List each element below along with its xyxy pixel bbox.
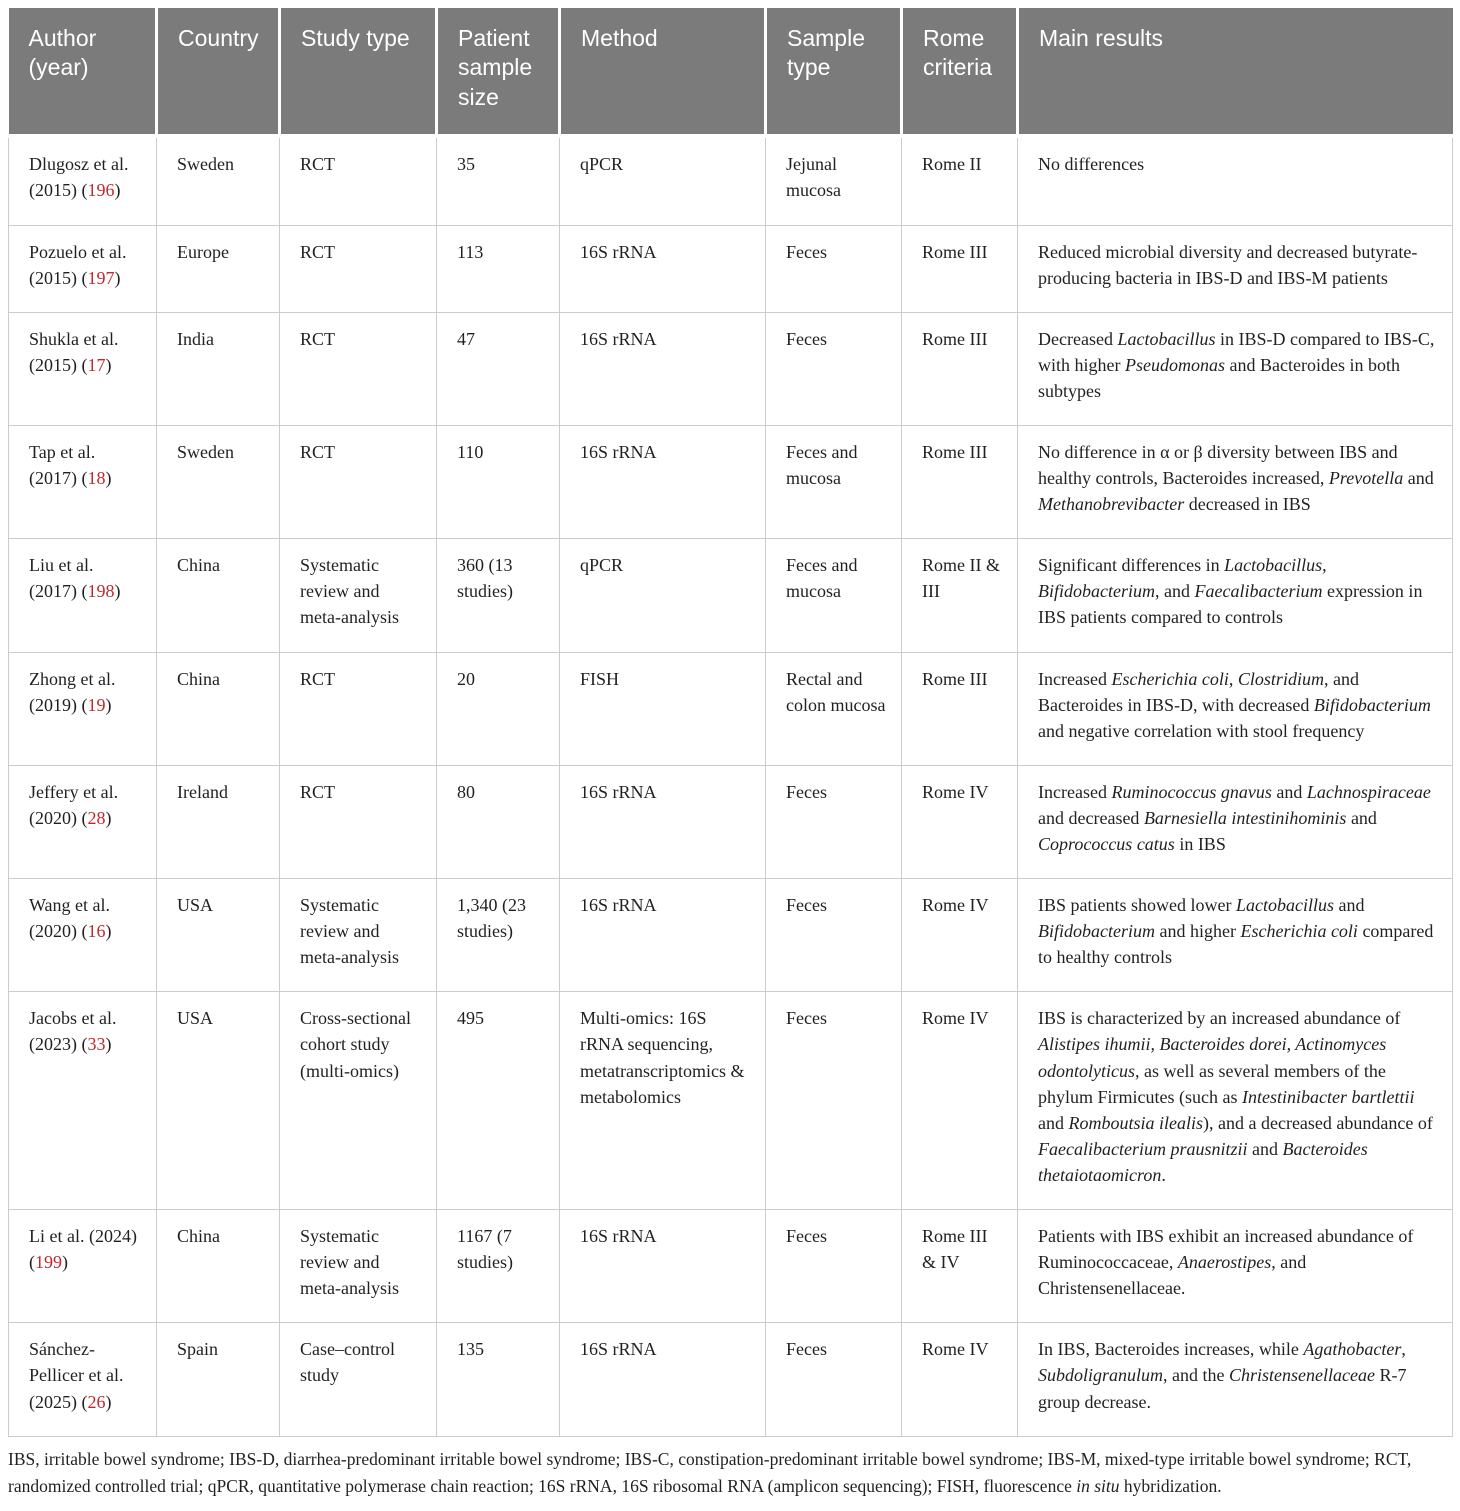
italic-taxon-text: Lachnospiraceae [1306,781,1431,802]
cell-sample_size: 20 [437,652,560,765]
cell-sample_type: Feces [766,1210,902,1323]
cell-sample_type: Feces [766,765,902,878]
text-segment: Increased [1038,781,1112,802]
text-segment: in IBS [1174,834,1226,854]
cell-sample_size: 35 [437,136,560,225]
cell-study_type: Systematic review and meta-analysis [280,879,437,992]
cell-country: Europe [157,225,280,312]
cell-study_type: Cross-sectional cohort study (multi-omics) [280,992,437,1210]
text-segment: . [1161,1164,1166,1185]
column-header-sample_type: Sample type [766,8,902,136]
table-row [9,225,1453,312]
text-segment: ) [105,1034,112,1055]
table-header [9,8,1453,136]
citation-ref-link[interactable]: 16 [87,921,106,942]
italic-taxon-text: Bifidobacterium [1313,694,1431,715]
cell-sample_size: 110 [437,425,560,538]
text-segment: and [1247,1138,1283,1159]
cell-author [9,765,157,878]
cell-results [1018,765,1453,878]
text-segment: IBS is characterized by an increased abundance of [1038,1008,1401,1029]
text-segment: , and the [1163,1365,1229,1386]
text-segment: , and Christensenellaceae. [1038,1252,1307,1299]
cell-method: 16S rRNA [560,879,766,992]
cell-country: USA [157,992,280,1210]
cell-results [1018,1210,1453,1323]
cell-rome: Rome III [902,225,1018,312]
cell-method: Multi-omics: 16S rRNA sequencing, metatranscriptomics & metabolomics [560,992,766,1210]
italic-taxon-text: Prevotella [1328,468,1404,489]
cell-method: qPCR [560,136,766,225]
text-segment: Tap et al. (2017) ( [29,441,96,489]
cell-sample_size: 80 [437,765,560,878]
cell-study_type: RCT [280,312,437,425]
cell-results [1018,652,1453,765]
italic-taxon-text: Faecalibacterium prausnitzii [1038,1138,1248,1159]
cell-country: Sweden [157,136,280,225]
table-row [9,1210,1453,1323]
cell-author [9,1210,157,1323]
text-segment: IBS, irritable bowel syndrome; IBS-D, diarrhea-predominant irritable bowel syndrome; IBS-C, constipation-predominant irritable bowel syndrome; IBS-M, mixed-type irritable bowel syndrome; RCT, randomized controlled trial; qPCR, quantitative polymerase chain reaction; 16S rRNA, 16S ribosomal RNA (amplicon sequencing); FISH, fluorescence [8,1448,1412,1497]
italic-taxon-text: in situ [1076,1476,1120,1497]
cell-sample_size: 135 [437,1323,560,1436]
citation-ref-link[interactable]: 19 [87,694,106,715]
text-segment: , and [1154,581,1195,602]
cell-country: USA [157,879,280,992]
cell-rome: Rome III [902,652,1018,765]
text-segment: , [1228,668,1238,689]
italic-taxon-text: Pseudomonas [1125,354,1225,375]
text-segment: and [1333,895,1365,916]
text-segment: No differences [1038,154,1145,175]
cell-study_type: Systematic review and meta-analysis [280,539,437,652]
column-header-method: Method [560,8,766,136]
cell-method: 16S rRNA [560,312,766,425]
table-row [9,652,1453,765]
cell-sample_type: Feces [766,312,902,425]
cell-sample_size: 495 [437,992,560,1210]
cell-rome: Rome II [902,136,1018,225]
column-header-results: Main results [1018,8,1453,136]
citation-ref-link[interactable]: 28 [87,807,106,828]
column-header-study_type: Study type [280,8,437,136]
text-segment: ) [114,581,121,602]
italic-taxon-text: Anaerostipes [1177,1252,1272,1273]
text-segment: compared to healthy controls [1038,921,1434,968]
cell-results [1018,1323,1453,1436]
table-row [9,136,1453,225]
italic-taxon-text: Lactobacillus [1117,328,1216,349]
cell-author [9,225,157,312]
text-segment: Wang et al. (2020) ( [29,895,111,942]
text-segment: ) [105,694,112,715]
text-segment: Li et al. (2024) ( [29,1226,137,1273]
cell-rome: Rome III & IV [902,1210,1018,1323]
cell-study_type: Case–control study [280,1323,437,1436]
text-segment: Increased [1038,668,1112,689]
cell-sample_type: Jejunal mucosa [766,136,902,225]
cell-study_type: RCT [280,765,437,878]
cell-author [9,992,157,1210]
table-row [9,312,1453,425]
text-segment: ) [105,807,112,828]
text-segment: decreased in IBS [1184,494,1311,515]
italic-taxon-text: Lactobacillus [1224,555,1323,576]
text-segment: , [1322,555,1327,576]
text-segment: R-7 group decrease. [1038,1365,1407,1412]
text-segment: Decreased [1038,328,1118,349]
table-row [9,425,1453,538]
cell-country: China [157,539,280,652]
citation-ref-link[interactable]: 26 [87,1391,106,1412]
cell-method: 16S rRNA [560,765,766,878]
text-segment: In IBS, Bacteroides increases, while [1038,1339,1304,1360]
text-segment: IBS patients showed lower [1038,895,1236,916]
text-segment: Reduced microbial diversity and decreased butyrate-producing bacteria in IBS-D and IBS-M patients [1038,241,1418,288]
text-segment: , and Bacteroides in IBS-D, with decreased [1038,668,1359,715]
cell-rome: Rome II & III [902,539,1018,652]
cell-sample_size: 113 [437,225,560,312]
text-segment: Patients with IBS exhibit an increased abundance of Ruminococcaceae, [1038,1226,1414,1273]
cell-results [1018,539,1453,652]
text-segment: Pozuelo et al. (2015) ( [29,241,127,288]
italic-taxon-text: Ruminococcus gnavus [1111,781,1272,802]
column-header-author: Author (year) [9,8,157,136]
header-row [9,8,1453,136]
text-segment: ), and a decreased abundance of [1203,1112,1433,1133]
cell-results [1018,225,1453,312]
italic-taxon-text: Alistipes ihumii, Bacteroides dorei, Actinomyces odontolyticus [1038,1034,1387,1081]
text-segment: ) [105,354,112,375]
cell-sample_size: 360 (13 studies) [437,539,560,652]
table-row [9,539,1453,652]
italic-taxon-text: Intestinibacter bartlettii [1241,1086,1415,1107]
text-segment: Shukla et al. (2015) ( [29,328,119,375]
text-segment: ) [105,1391,112,1412]
cell-author [9,879,157,992]
text-segment: and [1271,781,1307,802]
text-segment: hybridization. [1119,1476,1222,1497]
cell-author [9,425,157,538]
text-segment: , [1401,1339,1406,1360]
text-segment: Zhong et al. (2019) ( [29,668,116,715]
cell-author [9,312,157,425]
cell-author [9,1323,157,1436]
cell-method: 16S rRNA [560,225,766,312]
text-segment: in IBS-D compared to IBS-C, with higher [1038,328,1435,375]
table-footnote [8,1446,1452,1501]
cell-results [1018,992,1453,1210]
cell-rome: Rome IV [902,1323,1018,1436]
citation-ref-link[interactable]: 198 [87,581,115,602]
cell-study_type: RCT [280,425,437,538]
cell-results [1018,136,1453,225]
cell-study_type: Systematic review and meta-analysis [280,1210,437,1323]
cell-method: qPCR [560,539,766,652]
citation-ref-link[interactable]: 17 [87,354,106,375]
italic-taxon-text: Coprococcus catus [1038,834,1175,854]
text-segment: ) [105,921,112,942]
cell-country: China [157,1210,280,1323]
text-segment: and [1038,1112,1069,1133]
cell-rome: Rome IV [902,765,1018,878]
cell-rome: Rome III [902,425,1018,538]
italic-taxon-text: Romboutsia ilealis [1068,1112,1203,1133]
cell-results [1018,312,1453,425]
cell-sample_type: Rectal and colon mucosa [766,652,902,765]
text-segment: and [1403,468,1434,489]
italic-taxon-text: Bifidobacterium [1038,581,1155,602]
italic-taxon-text: Clostridium [1237,668,1324,689]
cell-method: 16S rRNA [560,1323,766,1436]
text-segment: ) [105,468,112,489]
cell-country: Sweden [157,425,280,538]
cell-sample_type: Feces [766,1323,902,1436]
cell-study_type: RCT [280,225,437,312]
text-segment: and [1346,807,1377,828]
citation-ref-link[interactable]: 196 [87,180,115,201]
cell-results [1018,879,1453,992]
cell-sample_size: 1,340 (23 studies) [437,879,560,992]
studies-table [8,8,1453,1437]
citation-ref-link[interactable]: 197 [87,267,115,288]
table-row [9,765,1453,878]
table-row [9,992,1453,1210]
text-segment: Dlugosz et al. (2015) ( [29,154,129,201]
cell-rome: Rome IV [902,879,1018,992]
italic-taxon-text: Bifidobacterium [1038,921,1155,942]
cell-country: Ireland [157,765,280,878]
text-segment: expression in IBS patients compared to controls [1038,581,1423,628]
cell-sample_type: Feces and mucosa [766,425,902,538]
text-segment: and negative correlation with stool frequency [1038,720,1365,741]
text-segment: and Bacteroides in both subtypes [1038,354,1400,401]
column-header-country: Country [157,8,280,136]
text-segment: Jacobs et al. (2023) ( [29,1008,117,1055]
citation-ref-link[interactable]: 18 [87,468,106,489]
italic-taxon-text: Agathobacter [1303,1339,1402,1360]
cell-rome: Rome IV [902,992,1018,1210]
cell-sample_size: 1167 (7 studies) [437,1210,560,1323]
cell-author [9,136,157,225]
table-row [9,1323,1453,1436]
cell-method: 16S rRNA [560,1210,766,1323]
cell-country: China [157,652,280,765]
text-segment: ) [62,1252,68,1273]
text-segment: ) [114,267,121,288]
cell-study_type: RCT [280,652,437,765]
text-segment: Jeffery et al. (2020) ( [29,781,119,828]
text-segment: , as well as several members of the phylum Firmicutes (such as [1038,1060,1386,1107]
cell-study_type: RCT [280,136,437,225]
cell-sample_type: Feces [766,879,902,992]
cell-method: FISH [560,652,766,765]
text-segment: Liu et al. (2017) ( [29,555,94,602]
italic-taxon-text: Barnesiella intestinihominis [1143,807,1347,828]
cell-author [9,539,157,652]
table-body [9,136,1453,1436]
text-segment: and decreased [1038,807,1144,828]
cell-results [1018,425,1453,538]
text-segment: No difference in α or β diversity between IBS and healthy controls, Bacteroides increased, [1038,441,1398,489]
cell-rome: Rome III [902,312,1018,425]
text-segment: Sánchez-Pellicer et al. (2025) ( [29,1339,124,1412]
cell-country: India [157,312,280,425]
cell-author [9,652,157,765]
citation-ref-link[interactable]: 33 [87,1034,106,1055]
cell-country: Spain [157,1323,280,1436]
cell-sample_type: Feces [766,992,902,1210]
italic-taxon-text: Escherichia coli [1240,921,1358,942]
italic-taxon-text: Methanobrevibacter [1038,494,1185,515]
column-header-sample_size: Patient sample size [437,8,560,136]
text-segment: ) [114,180,121,201]
italic-taxon-text: Faecalibacterium [1194,581,1323,602]
italic-taxon-text: Lactobacillus [1235,895,1334,916]
column-header-rome: Rome criteria [902,8,1018,136]
citation-ref-link[interactable]: 199 [35,1252,62,1273]
italic-taxon-text: Christensenellaceae [1229,1365,1375,1386]
cell-sample_type: Feces and mucosa [766,539,902,652]
table-row [9,879,1453,992]
cell-sample_type: Feces [766,225,902,312]
text-segment: Significant differences in [1038,555,1225,576]
italic-taxon-text: Bacteroides thetaiotaomicron [1038,1138,1368,1185]
cell-sample_size: 47 [437,312,560,425]
italic-taxon-text: Subdoligranulum [1038,1365,1164,1386]
cell-method: 16S rRNA [560,425,766,538]
italic-taxon-text: Escherichia coli [1111,668,1229,689]
text-segment: and higher [1154,921,1241,942]
